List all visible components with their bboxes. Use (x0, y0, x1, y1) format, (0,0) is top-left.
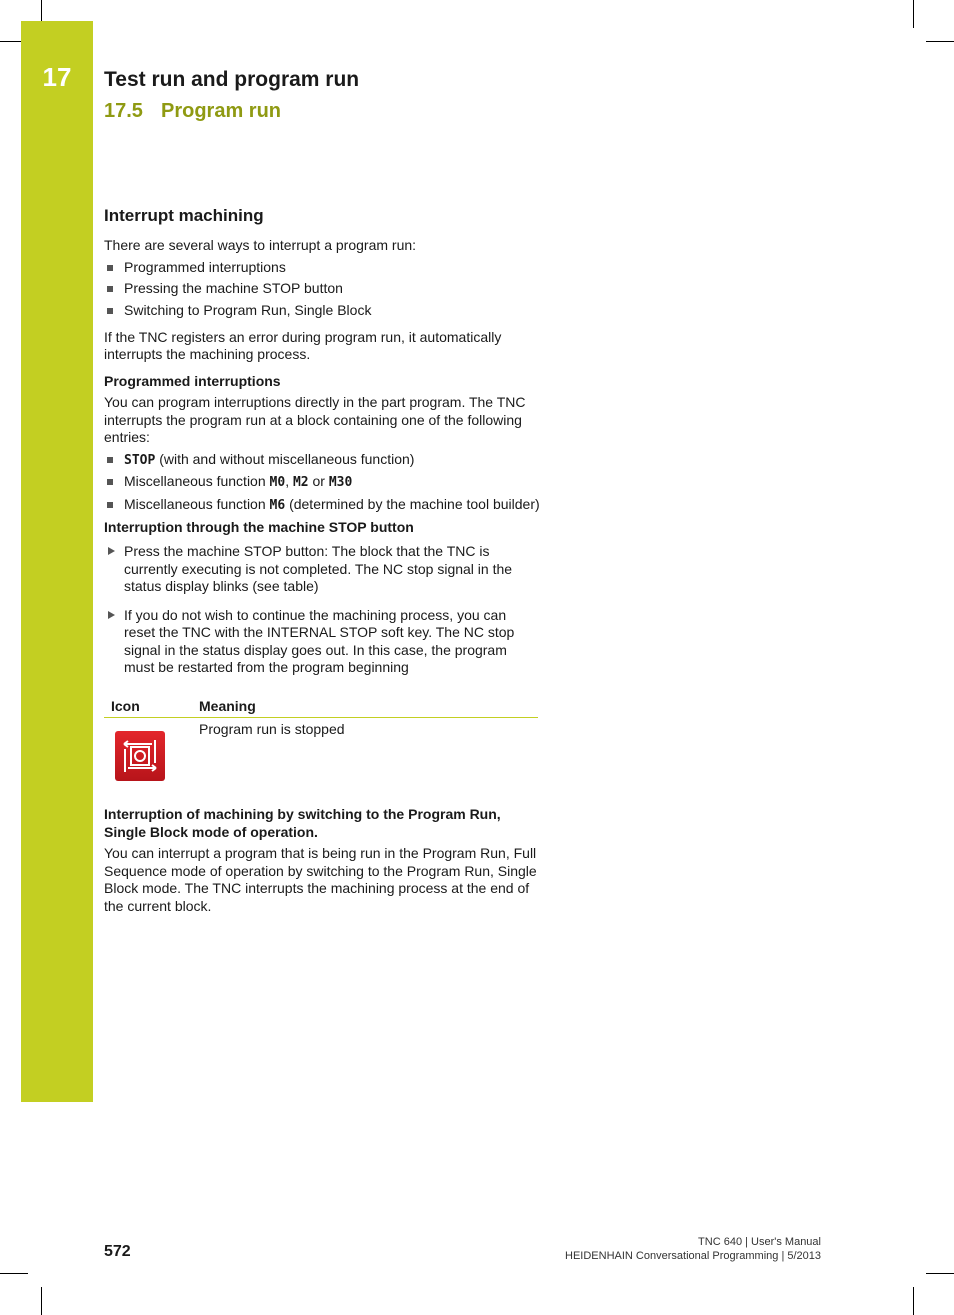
code-stop: STOP (124, 452, 156, 468)
icon-meaning-table (104, 694, 538, 782)
section-title: Program run (161, 100, 282, 122)
list-item: Switching to Program Run, Single Block (104, 302, 540, 320)
chapter-number: 17 (42, 62, 72, 92)
list-item: Programmed interruptions (104, 259, 540, 277)
code-m30: M30 (328, 475, 353, 491)
list-item (104, 496, 540, 515)
table-cell-icon (104, 718, 199, 782)
list-item (104, 451, 540, 470)
table-cell-meaning: Program run is stopped (199, 721, 345, 738)
code-m0: M0 (269, 475, 286, 491)
chapter-sidebar (21, 21, 93, 1102)
list-item: Press the machine STOP button: The block that the TNC is currently executing is not completed. The NC stop signal in the status display blinks (see table) (104, 543, 540, 596)
section-heading (104, 98, 281, 124)
item-text: (with and without miscellaneous function) (155, 450, 415, 467)
program-stopped-icon (115, 731, 165, 781)
page-heading: Interrupt machining (104, 206, 264, 225)
page-content (104, 204, 540, 915)
section-number: 17.5 (104, 100, 143, 122)
crop-mark (926, 41, 954, 42)
list-item: Pressing the machine STOP button (104, 280, 540, 298)
stop-button-steps (104, 543, 540, 677)
list-item: If you do not wish to continue the machining process, you can reset the TNC with the INTERNAL STOP soft key. The NC stop signal in the status display goes out. In this case, the program must be restarted from the program beginning (104, 607, 540, 677)
programmed-heading: Programmed interruptions (104, 372, 281, 389)
item-text: or (308, 473, 329, 490)
crop-mark (913, 0, 914, 28)
program-stopped-glyph (120, 736, 160, 776)
programmed-entries-list (104, 451, 540, 515)
crop-mark (41, 1287, 42, 1315)
item-text: Miscellaneous function (124, 496, 270, 513)
intro-text: There are several ways to interrupt a program run: (104, 237, 417, 253)
crop-mark (0, 1273, 28, 1274)
code-m6: M6 (269, 498, 286, 514)
table-row (104, 718, 538, 782)
stop-button-heading: Interruption through the machine STOP button (104, 518, 414, 535)
crop-mark (926, 1273, 954, 1274)
single-block-text: You can interrupt a program that is being run in the Program Run, Full Sequence mode of operation by switching to the Program Run, Single Block mode. The TNC interrupts the machining process at the end of the current block. (104, 845, 537, 914)
footer-line-manual: TNC 640 | User's Manual (698, 1236, 821, 1248)
error-note: If the TNC registers an error during program run, it automatically interrupts the machining process. (104, 328, 502, 363)
table-header-icon: Icon (104, 694, 199, 718)
page-footer (565, 1235, 821, 1263)
item-text: Miscellaneous function (124, 473, 270, 490)
item-text: (determined by the machine tool builder) (285, 496, 540, 513)
interrupt-ways-list (104, 259, 540, 320)
footer-line-publisher: HEIDENHAIN Conversational Programming | 5/2013 (565, 1250, 821, 1262)
item-text: , (285, 473, 293, 490)
crop-mark (41, 0, 42, 21)
page-number: 572 (104, 1243, 131, 1260)
table-header-row (104, 694, 538, 718)
crop-mark (913, 1287, 914, 1315)
crop-mark (0, 41, 21, 42)
programmed-text: You can program interruptions directly in the part program. The TNC interrupts the program run at a block containing one of the following entries: (104, 394, 526, 446)
table-header-meaning: Meaning (199, 694, 538, 718)
list-item (104, 473, 540, 492)
single-block-heading: Interruption of machining by switching to the Program Run, Single Block mode of operation. (104, 806, 501, 840)
code-m2: M2 (292, 475, 309, 491)
chapter-title: Test run and program run (104, 68, 360, 91)
